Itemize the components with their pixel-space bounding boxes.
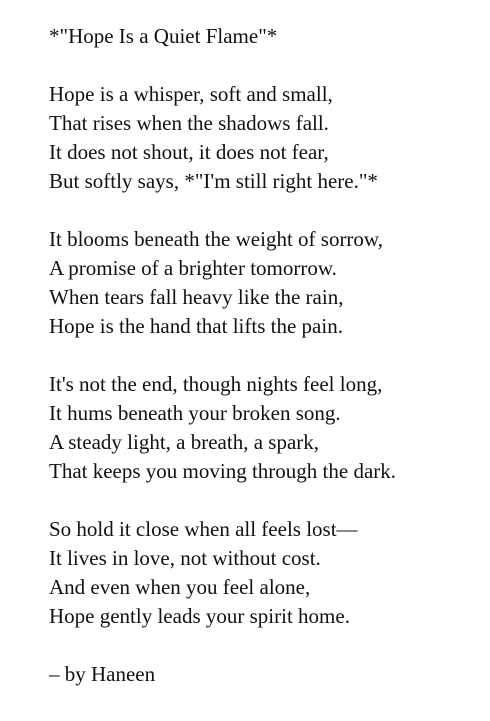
poem-line: When tears fall heavy like the rain, (49, 285, 344, 309)
poem-line: But softly says, *"I'm still right here."* (49, 169, 378, 193)
poem-line: It's not the end, though nights feel long, (49, 372, 383, 396)
poem-line: It hums beneath your broken song. (49, 401, 341, 425)
poem-line: Hope gently leads your spirit home. (49, 604, 350, 628)
stanza-gap (49, 486, 479, 515)
poem-line: It does not shout, it does not fear, (49, 140, 329, 164)
stanza-2 (49, 225, 479, 341)
stanza-gap (49, 341, 479, 370)
poem-line: Hope is a whisper, soft and small, (49, 82, 333, 106)
stanza-gap (49, 51, 479, 80)
stanza-3 (49, 370, 479, 486)
poem-line: It lives in love, not without cost. (49, 546, 321, 570)
poem-line: A promise of a brighter tomorrow. (49, 256, 337, 280)
poem-line: A steady light, a breath, a spark, (49, 430, 320, 454)
stanza-gap (49, 631, 479, 660)
poem-line: It blooms beneath the weight of sorrow, (49, 227, 383, 251)
poem (49, 22, 479, 689)
poem-line: Hope is the hand that lifts the pain. (49, 314, 343, 338)
poem-title: *"Hope Is a Quiet Flame"* (49, 24, 278, 48)
poem-line: That rises when the shadows fall. (49, 111, 329, 135)
stanza-1 (49, 80, 479, 196)
stanza-gap (49, 196, 479, 225)
poem-byline: – by Haneen (49, 662, 156, 686)
poem-line: And even when you feel alone, (49, 575, 311, 599)
stanza-4 (49, 515, 479, 631)
poem-line: So hold it close when all feels lost— (49, 517, 358, 541)
poem-line: That keeps you moving through the dark. (49, 459, 397, 483)
